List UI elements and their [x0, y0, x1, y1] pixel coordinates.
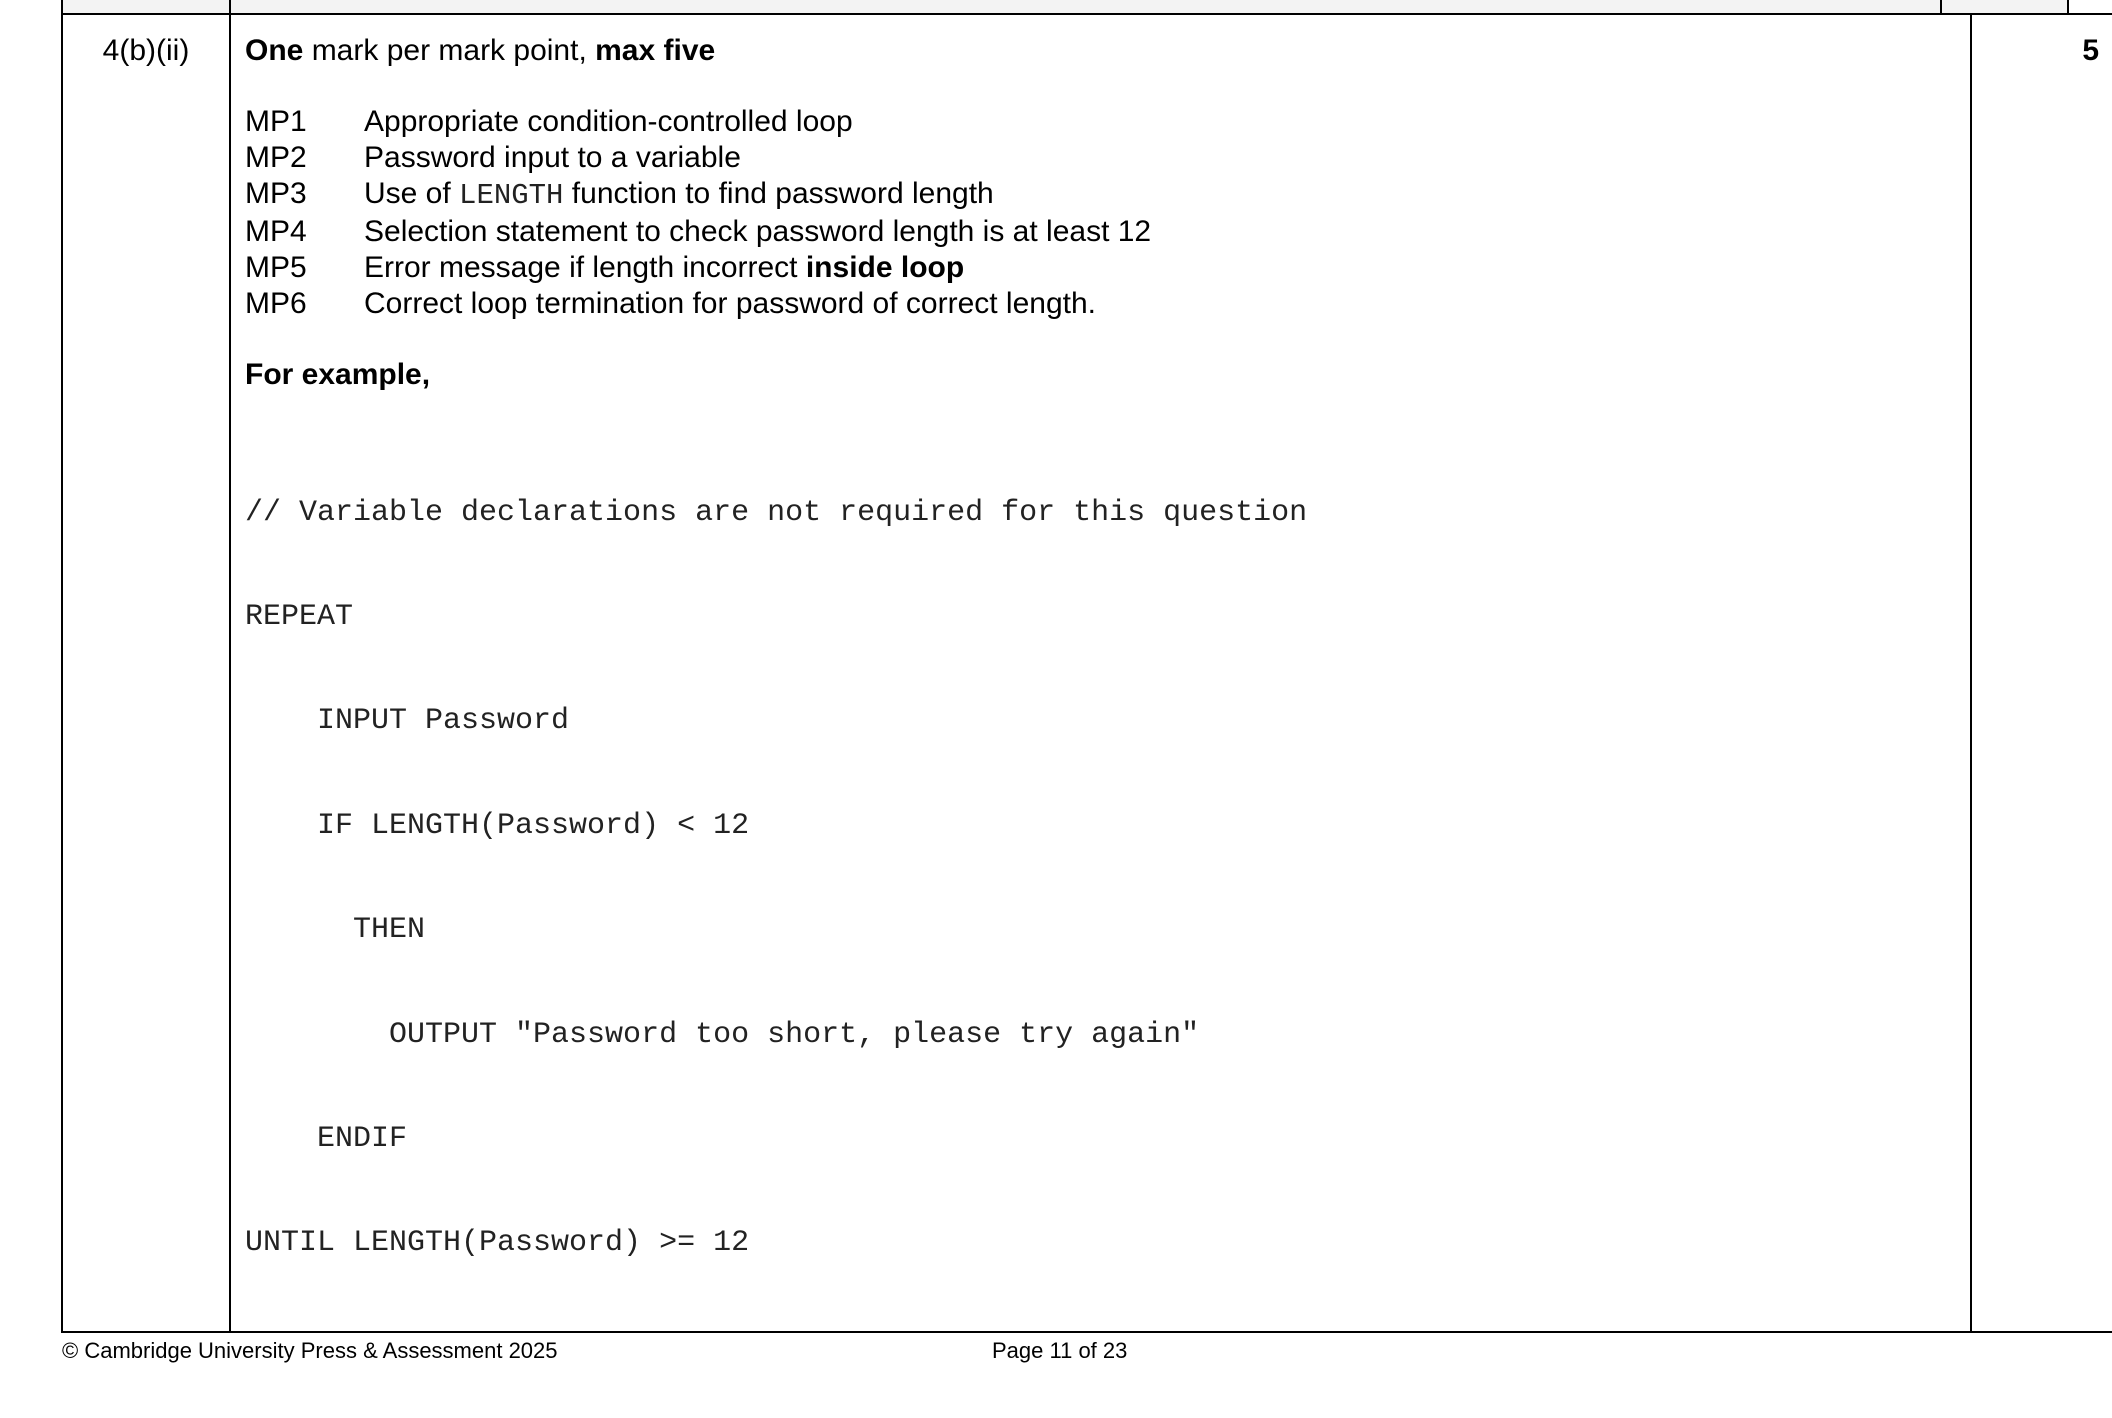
question-number-cell [62, 14, 230, 1332]
mark-scheme-table [61, 13, 2112, 1333]
mark-point-text: Correct loop termination for password of correct length. [364, 287, 1096, 320]
mark-point-text [364, 250, 964, 286]
mark-point [245, 214, 1956, 250]
code-line: IF LENGTH(Password) < 12 [245, 808, 750, 843]
table-row [62, 14, 2112, 1332]
code-line: OUTPUT "Password too short, please try again" [245, 1017, 1200, 1052]
mark-point-text: Password input to a variable [364, 141, 741, 174]
mark-point-text-bold: inside loop [805, 251, 965, 284]
instruction-middle: mark per mark point, [303, 34, 596, 67]
mark-point-text: Appropriate condition-controlled loop [364, 105, 853, 138]
code-line: UNTIL LENGTH(Password) >= 12 [245, 1226, 750, 1261]
example-heading: For example, [245, 358, 431, 391]
mark-instruction [245, 33, 1956, 69]
mark-point [245, 176, 1956, 214]
code-line: INPUT Password [245, 704, 570, 739]
length-keyword: LENGTH [459, 179, 564, 212]
copyright-footer: © Cambridge University Press & Assessment 2025 [62, 1338, 558, 1363]
instruction-one: One [245, 34, 304, 67]
mark-point [245, 104, 1956, 140]
code-line: REPEAT [245, 599, 354, 634]
mark-point-text [364, 176, 994, 214]
mark-point-code: MP1 [245, 105, 307, 138]
mark-point-code: MP6 [245, 287, 307, 320]
mark-point-text-plain: Error message if length incorrect [364, 251, 806, 284]
marks-cell [1971, 14, 2112, 1332]
question-number: 4(b)(ii) [102, 34, 190, 67]
column-divider [1940, 0, 1942, 13]
mark-point-code: MP5 [245, 251, 307, 284]
previous-row-strip [61, 0, 2069, 13]
mark-point [245, 250, 1956, 286]
mark-point-text: Selection statement to check password length is at least 12 [364, 215, 1152, 248]
mark-point-text-after: function to find password length [563, 177, 994, 210]
answer-cell [230, 14, 1971, 1332]
mark-point-code: MP3 [245, 177, 307, 210]
column-divider [229, 0, 231, 13]
code-line: THEN [245, 913, 426, 948]
mark-point-code: MP2 [245, 141, 307, 174]
mark-point [245, 140, 1956, 176]
page-number: Page 11 of 23 [992, 1338, 1128, 1363]
mark-point-code: MP4 [245, 215, 307, 248]
mark-point-text-before: Use of [364, 177, 460, 210]
code-line: ENDIF [245, 1121, 408, 1156]
pseudocode-block [245, 426, 1956, 1331]
code-line: // Variable declarations are not required for this question [245, 495, 1308, 530]
marks-value: 5 [2082, 34, 2099, 67]
instruction-max: max five [595, 34, 716, 67]
mark-point [245, 286, 1956, 322]
mark-points-list [245, 104, 1956, 322]
